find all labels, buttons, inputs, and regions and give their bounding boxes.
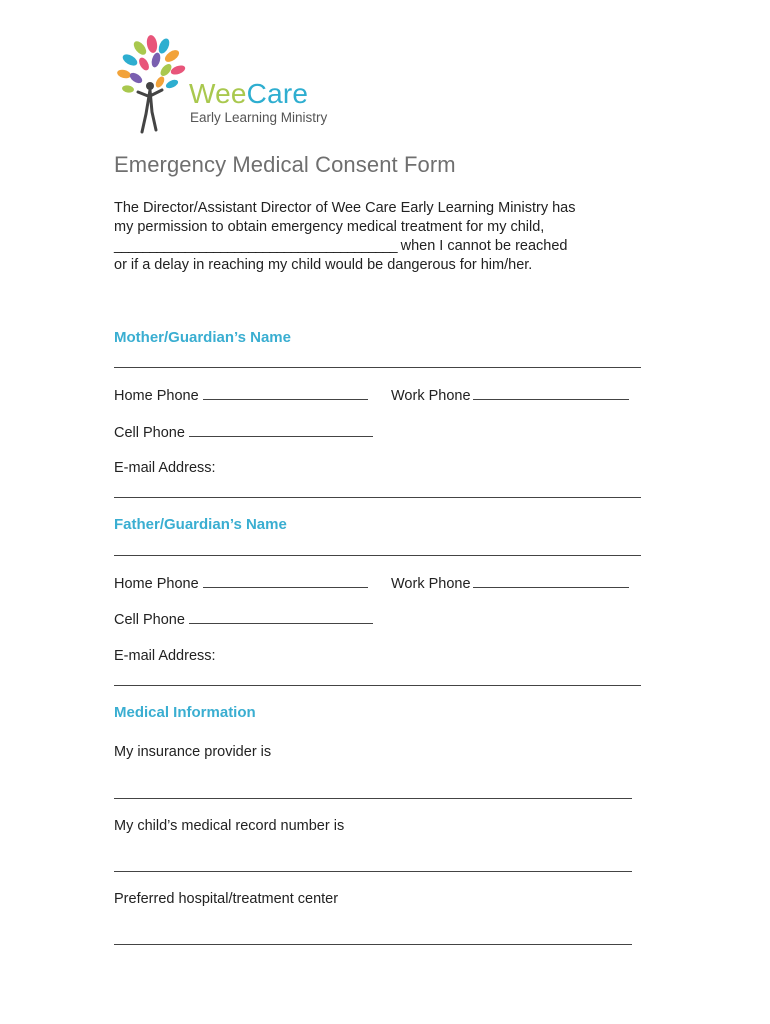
medical-section-heading: Medical Information: [114, 704, 256, 721]
mother-cell-phone-row: [114, 424, 373, 441]
father-home-phone-row: [114, 575, 368, 592]
intro-line-3-text: when I cannot be reached: [396, 238, 568, 254]
father-work-phone-row: [391, 575, 629, 592]
father-home-phone-line[interactable]: [203, 575, 368, 588]
father-home-phone-label: Home Phone: [114, 576, 199, 592]
medical-record-label: My child’s medical record number is: [114, 818, 345, 834]
father-work-phone-line[interactable]: [473, 575, 629, 588]
father-email-line[interactable]: [114, 685, 641, 686]
intro-line-4: or if a delay in reaching my child would be dangerous for him/her.: [114, 257, 533, 273]
mother-work-phone-row: [391, 387, 629, 404]
brand-name-wee: Wee: [189, 78, 247, 109]
intro-line-1: The Director/Assistant Director of Wee Care Early Learning Ministry has: [114, 200, 576, 216]
mother-email-line[interactable]: [114, 497, 641, 498]
mother-email-label: E-mail Address:: [114, 460, 216, 476]
mother-home-phone-line[interactable]: [203, 387, 368, 400]
intro-line-3: [114, 237, 674, 256]
mother-cell-phone-label: Cell Phone: [114, 425, 185, 441]
mother-work-phone-line[interactable]: [473, 387, 629, 400]
father-name-line[interactable]: [114, 555, 641, 556]
father-cell-phone-line[interactable]: [189, 611, 373, 624]
brand-tagline: Early Learning Ministry: [190, 110, 328, 125]
tree-icon: [112, 34, 192, 134]
intro-line-2: my permission to obtain emergency medical treatment for my child,: [114, 219, 545, 235]
mother-home-phone-row: [114, 387, 368, 404]
form-title: Emergency Medical Consent Form: [114, 152, 456, 177]
intro-paragraph: [114, 199, 674, 275]
father-cell-phone-label: Cell Phone: [114, 612, 185, 628]
father-section-heading: Father/Guardian’s Name: [114, 516, 287, 533]
medical-record-line[interactable]: [114, 871, 632, 872]
father-email-label: E-mail Address:: [114, 648, 216, 664]
child-name-blank[interactable]: ________________________________________: [114, 238, 397, 254]
mother-work-phone-label: Work Phone: [391, 388, 471, 404]
mother-name-line[interactable]: [114, 367, 641, 368]
mother-section-heading: Mother/Guardian’s Name: [114, 329, 291, 346]
mother-home-phone-label: Home Phone: [114, 388, 199, 404]
insurance-line[interactable]: [114, 798, 632, 799]
brand-name-care: Care: [246, 78, 309, 109]
father-work-phone-label: Work Phone: [391, 576, 471, 592]
hospital-label: Preferred hospital/treatment center: [114, 891, 339, 907]
brand-name: [189, 78, 308, 110]
insurance-label: My insurance provider is: [114, 744, 272, 760]
father-cell-phone-row: [114, 611, 373, 628]
mother-cell-phone-line[interactable]: [189, 424, 373, 437]
hospital-line[interactable]: [114, 944, 632, 945]
